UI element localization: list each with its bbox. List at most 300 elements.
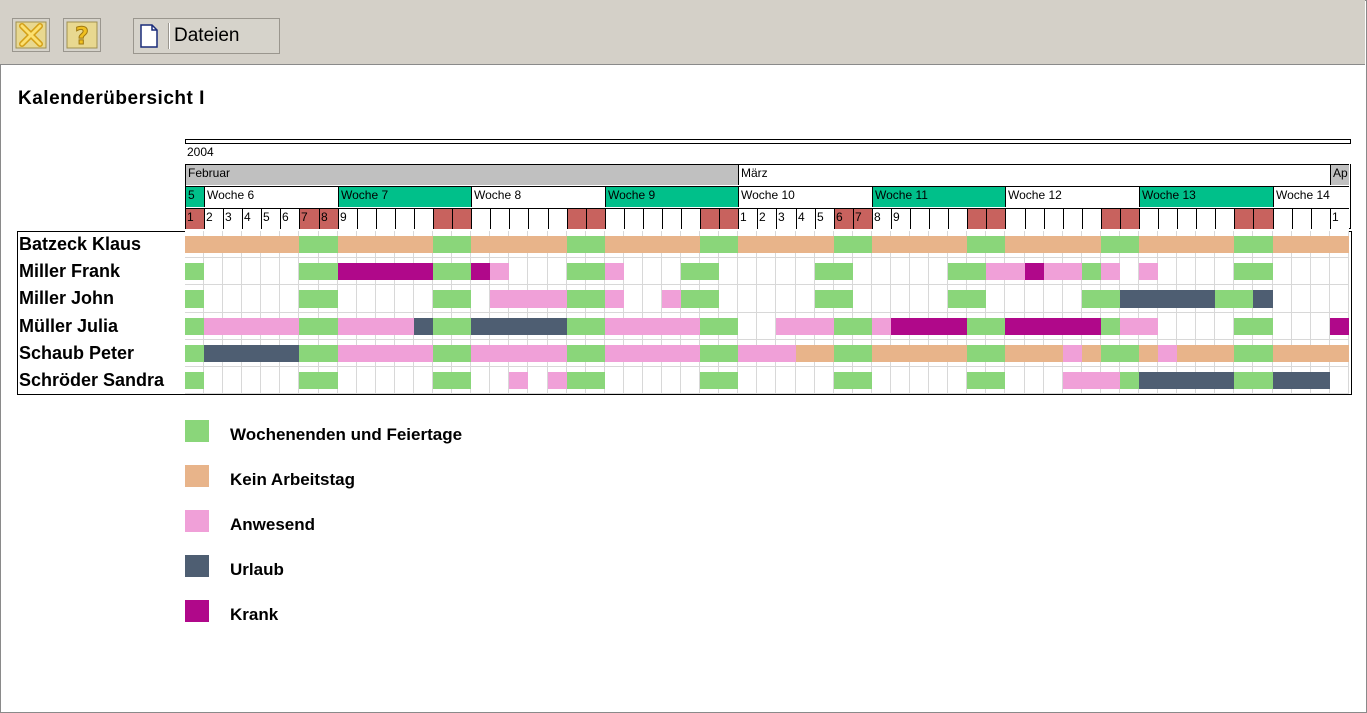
day-35: 7 xyxy=(853,208,872,229)
day-4: 5 xyxy=(261,208,280,229)
status-bar xyxy=(185,236,204,253)
day-32: 4 xyxy=(796,208,815,229)
status-bar xyxy=(681,318,700,335)
day-cell[interactable] xyxy=(395,367,414,394)
day-cell[interactable] xyxy=(204,367,223,394)
day-3: 4 xyxy=(242,208,261,229)
day-cell[interactable] xyxy=(471,367,490,394)
day-cell[interactable] xyxy=(242,258,261,285)
day-39 xyxy=(929,208,948,229)
day-53 xyxy=(1196,208,1215,229)
day-cell[interactable] xyxy=(414,367,433,394)
day-48 xyxy=(1101,208,1120,229)
status-bar xyxy=(1082,290,1101,308)
status-bar xyxy=(319,345,338,362)
status-bar xyxy=(967,290,986,308)
day-cell[interactable] xyxy=(891,258,910,285)
status-bar xyxy=(1082,345,1101,362)
month-0: Februar xyxy=(185,164,738,185)
status-bar xyxy=(910,236,929,253)
day-cell[interactable] xyxy=(872,285,891,313)
status-bar xyxy=(1063,318,1082,335)
status-bar xyxy=(1139,290,1158,308)
day-cell[interactable] xyxy=(757,285,776,313)
files-button-label: Dateien xyxy=(174,25,240,46)
legend-label: Wochenenden und Feiertage xyxy=(230,425,463,444)
day-cell[interactable] xyxy=(796,258,815,285)
day-cell[interactable] xyxy=(796,367,815,394)
day-cell[interactable] xyxy=(1158,258,1177,285)
status-bar xyxy=(929,345,948,362)
status-bar xyxy=(319,236,338,253)
day-cell[interactable] xyxy=(872,367,891,394)
day-41 xyxy=(967,208,986,229)
status-bar xyxy=(853,372,872,389)
status-bar xyxy=(853,318,872,335)
toolbar-separator xyxy=(168,23,170,49)
day-cell[interactable] xyxy=(1292,313,1311,340)
day-45 xyxy=(1044,208,1063,229)
status-bar xyxy=(815,263,834,280)
day-cell[interactable] xyxy=(1177,258,1196,285)
status-bar xyxy=(1120,318,1139,335)
status-bar xyxy=(719,236,738,253)
status-bar xyxy=(910,318,929,335)
status-bar xyxy=(567,318,586,335)
status-bar xyxy=(757,345,776,362)
status-bar xyxy=(299,263,319,280)
status-bar xyxy=(452,290,471,308)
status-bar xyxy=(948,290,967,308)
day-cell[interactable] xyxy=(757,258,776,285)
help-button[interactable] xyxy=(63,18,101,52)
person-name: Schröder Sandra xyxy=(19,370,165,390)
status-bar xyxy=(490,263,509,280)
status-bar xyxy=(414,263,433,280)
status-bar xyxy=(1158,236,1177,253)
status-bar xyxy=(967,318,986,335)
status-bar xyxy=(796,318,815,335)
close-button[interactable] xyxy=(12,18,50,52)
day-cell[interactable] xyxy=(490,367,509,394)
files-button[interactable] xyxy=(133,18,280,54)
document-icon xyxy=(138,24,160,48)
day-cell[interactable] xyxy=(776,367,796,394)
status-bar xyxy=(223,236,242,253)
day-cell[interactable] xyxy=(776,285,796,313)
status-bar xyxy=(433,263,452,280)
day-cell[interactable] xyxy=(376,285,395,313)
close-icon xyxy=(15,21,47,49)
status-bar xyxy=(242,236,261,253)
day-cell[interactable] xyxy=(338,367,357,394)
day-cell[interactable] xyxy=(662,367,681,394)
week-0: 5 xyxy=(185,186,204,207)
day-cell[interactable] xyxy=(471,285,490,313)
status-bar xyxy=(1101,318,1120,335)
status-bar xyxy=(605,236,624,253)
status-bar xyxy=(1082,236,1101,253)
status-bar xyxy=(662,290,681,308)
status-bar xyxy=(204,345,223,362)
day-cell[interactable] xyxy=(757,313,776,340)
status-bar xyxy=(1063,345,1082,362)
status-bar xyxy=(624,318,643,335)
status-bar xyxy=(299,236,319,253)
day-cell[interactable] xyxy=(1215,313,1234,340)
week-2: Woche 7 xyxy=(338,186,471,207)
status-bar xyxy=(948,318,967,335)
status-bar xyxy=(1253,290,1273,308)
status-bar xyxy=(1025,263,1044,280)
day-cell[interactable] xyxy=(1292,285,1311,313)
day-cell[interactable] xyxy=(1292,258,1311,285)
status-bar xyxy=(299,372,319,389)
day-cell[interactable] xyxy=(738,367,757,394)
status-bar xyxy=(1311,236,1330,253)
day-cell[interactable] xyxy=(796,285,815,313)
status-bar xyxy=(986,236,1005,253)
day-cell[interactable] xyxy=(242,285,261,313)
day-20 xyxy=(567,208,586,229)
day-cell[interactable] xyxy=(1120,258,1139,285)
day-6: 7 xyxy=(299,208,319,229)
status-bar xyxy=(1215,236,1234,253)
status-bar xyxy=(1196,290,1215,308)
status-bar xyxy=(700,345,719,362)
day-31: 3 xyxy=(776,208,796,229)
day-cell[interactable] xyxy=(929,258,948,285)
day-cell[interactable] xyxy=(1330,285,1349,313)
day-cell[interactable] xyxy=(1005,367,1025,394)
status-bar xyxy=(376,236,395,253)
day-cell[interactable] xyxy=(643,285,662,313)
day-cell[interactable] xyxy=(204,258,223,285)
day-cell[interactable] xyxy=(280,285,299,313)
day-cell[interactable] xyxy=(853,285,872,313)
day-cell[interactable] xyxy=(357,367,376,394)
day-cell[interactable] xyxy=(815,367,834,394)
status-bar xyxy=(1005,263,1025,280)
day-cell[interactable] xyxy=(1025,367,1044,394)
status-bar xyxy=(1253,318,1273,335)
day-37: 9 xyxy=(891,208,910,229)
status-bar xyxy=(1044,318,1063,335)
status-bar xyxy=(1044,263,1063,280)
status-bar xyxy=(1158,345,1177,362)
day-36: 8 xyxy=(872,208,891,229)
day-21 xyxy=(586,208,605,229)
status-bar xyxy=(509,318,528,335)
status-bar xyxy=(853,345,872,362)
status-bar xyxy=(853,236,872,253)
day-cell[interactable] xyxy=(1273,258,1292,285)
status-bar xyxy=(605,263,624,280)
status-bar xyxy=(929,318,948,335)
day-cell[interactable] xyxy=(624,367,643,394)
day-40 xyxy=(948,208,967,229)
day-cell[interactable] xyxy=(738,285,757,313)
day-22 xyxy=(605,208,624,229)
status-bar xyxy=(567,236,586,253)
status-bar xyxy=(796,345,815,362)
status-bar xyxy=(1330,318,1349,335)
status-bar xyxy=(1158,290,1177,308)
day-7: 8 xyxy=(319,208,338,229)
day-55 xyxy=(1234,208,1253,229)
day-cell[interactable] xyxy=(223,285,242,313)
status-bar xyxy=(1234,290,1253,308)
day-cell[interactable] xyxy=(986,285,1005,313)
status-bar xyxy=(586,290,605,308)
day-cell[interactable] xyxy=(1044,367,1063,394)
status-bar xyxy=(738,236,757,253)
day-cell[interactable] xyxy=(738,258,757,285)
day-cell[interactable] xyxy=(929,367,948,394)
status-bar xyxy=(395,345,414,362)
status-bar xyxy=(834,236,853,253)
status-bar xyxy=(280,236,299,253)
status-bar xyxy=(280,318,299,335)
status-bar xyxy=(261,236,280,253)
status-bar xyxy=(1234,263,1253,280)
status-bar xyxy=(1253,236,1273,253)
status-bar xyxy=(395,263,414,280)
legend-swatch xyxy=(185,420,209,442)
status-bar xyxy=(548,318,567,335)
day-cell[interactable] xyxy=(223,367,242,394)
status-bar xyxy=(433,236,452,253)
person-name: Müller Julia xyxy=(19,316,119,336)
day-5: 6 xyxy=(280,208,299,229)
status-bar xyxy=(834,263,853,280)
day-cell[interactable] xyxy=(1311,313,1330,340)
status-bar xyxy=(1044,236,1063,253)
day-cell[interactable] xyxy=(1196,258,1215,285)
status-bar xyxy=(490,345,509,362)
day-cell[interactable] xyxy=(528,258,548,285)
day-cell[interactable] xyxy=(1330,258,1349,285)
day-23 xyxy=(624,208,643,229)
status-bar xyxy=(1330,236,1349,253)
status-bar xyxy=(815,290,834,308)
day-cell[interactable] xyxy=(395,285,414,313)
status-bar xyxy=(452,372,471,389)
day-cell[interactable] xyxy=(910,258,929,285)
day-cell[interactable] xyxy=(662,258,681,285)
status-bar xyxy=(548,372,567,389)
status-bar xyxy=(1273,372,1292,389)
day-52 xyxy=(1177,208,1196,229)
day-cell[interactable] xyxy=(261,367,280,394)
day-cell[interactable] xyxy=(910,285,929,313)
status-bar xyxy=(490,236,509,253)
status-bar xyxy=(834,318,853,335)
day-cell[interactable] xyxy=(1311,258,1330,285)
status-bar xyxy=(1234,236,1253,253)
day-cell[interactable] xyxy=(643,367,662,394)
status-bar xyxy=(586,345,605,362)
status-bar xyxy=(242,345,261,362)
week-6: Woche 11 xyxy=(872,186,1005,207)
status-bar xyxy=(1139,263,1158,280)
day-cell[interactable] xyxy=(548,258,567,285)
status-bar xyxy=(910,345,929,362)
status-bar xyxy=(929,236,948,253)
status-bar xyxy=(471,263,490,280)
status-bar xyxy=(357,236,376,253)
status-bar xyxy=(338,236,357,253)
day-cell[interactable] xyxy=(242,367,261,394)
status-bar xyxy=(509,345,528,362)
day-cell[interactable] xyxy=(891,367,910,394)
status-bar xyxy=(204,318,223,335)
status-bar xyxy=(624,345,643,362)
day-27 xyxy=(700,208,719,229)
day-cell[interactable] xyxy=(280,367,299,394)
day-cell[interactable] xyxy=(223,258,242,285)
day-cell[interactable] xyxy=(357,285,376,313)
status-bar xyxy=(280,345,299,362)
day-cell[interactable] xyxy=(1005,285,1025,313)
week-3: Woche 8 xyxy=(471,186,605,207)
status-bar xyxy=(796,236,815,253)
person-name: Schaub Peter xyxy=(19,343,135,363)
day-43 xyxy=(1005,208,1025,229)
legend-label: Krank xyxy=(230,605,279,624)
status-bar xyxy=(643,236,662,253)
day-28 xyxy=(719,208,738,229)
status-bar xyxy=(1139,236,1158,253)
day-cell[interactable] xyxy=(872,258,891,285)
day-cell[interactable] xyxy=(204,285,223,313)
day-cell[interactable] xyxy=(509,258,528,285)
day-cell[interactable] xyxy=(1330,367,1349,394)
status-bar xyxy=(471,318,490,335)
help-icon xyxy=(66,21,98,49)
day-cell[interactable] xyxy=(643,258,662,285)
status-bar xyxy=(185,372,204,389)
legend-label: Anwesend xyxy=(230,515,316,534)
day-2: 3 xyxy=(223,208,242,229)
day-cell[interactable] xyxy=(605,367,624,394)
day-cell[interactable] xyxy=(261,258,280,285)
status-bar xyxy=(605,318,624,335)
status-bar xyxy=(414,345,433,362)
day-cell[interactable] xyxy=(1025,285,1044,313)
day-26 xyxy=(681,208,700,229)
day-cell[interactable] xyxy=(1273,285,1292,313)
status-bar xyxy=(757,236,776,253)
status-bar xyxy=(1215,372,1234,389)
day-16 xyxy=(490,208,509,229)
status-bar xyxy=(891,318,910,335)
day-cell[interactable] xyxy=(853,258,872,285)
day-59 xyxy=(1311,208,1330,229)
status-bar xyxy=(299,290,319,308)
status-bar xyxy=(223,318,242,335)
day-cell[interactable] xyxy=(624,285,643,313)
day-cell[interactable] xyxy=(1177,313,1196,340)
status-bar xyxy=(719,345,738,362)
day-cell[interactable] xyxy=(757,367,776,394)
status-bar xyxy=(490,318,509,335)
day-cell[interactable] xyxy=(1063,285,1082,313)
day-60: 1 xyxy=(1330,208,1349,229)
status-bar xyxy=(643,345,662,362)
day-cell[interactable] xyxy=(681,367,700,394)
status-bar xyxy=(681,345,700,362)
day-cell[interactable] xyxy=(624,258,643,285)
day-cell[interactable] xyxy=(1215,258,1234,285)
day-cell[interactable] xyxy=(929,285,948,313)
day-cell[interactable] xyxy=(338,285,357,313)
status-bar xyxy=(700,263,719,280)
status-bar xyxy=(662,236,681,253)
day-cell[interactable] xyxy=(776,258,796,285)
status-bar xyxy=(1177,290,1196,308)
month-2: Ap xyxy=(1330,164,1349,185)
status-bar xyxy=(586,372,605,389)
status-bar xyxy=(471,236,490,253)
status-bar xyxy=(261,318,280,335)
day-cell[interactable] xyxy=(948,367,967,394)
day-18 xyxy=(528,208,548,229)
day-cell[interactable] xyxy=(1311,285,1330,313)
day-56 xyxy=(1253,208,1273,229)
status-bar xyxy=(528,345,548,362)
day-cell[interactable] xyxy=(1196,313,1215,340)
status-bar xyxy=(1139,318,1158,335)
status-bar xyxy=(567,290,586,308)
status-bar xyxy=(834,345,853,362)
day-cell[interactable] xyxy=(376,367,395,394)
day-cell[interactable] xyxy=(1158,313,1177,340)
status-bar xyxy=(643,318,662,335)
day-cell[interactable] xyxy=(414,285,433,313)
status-bar xyxy=(395,236,414,253)
status-bar xyxy=(261,345,280,362)
status-bar xyxy=(1311,372,1330,389)
day-cell[interactable] xyxy=(1044,285,1063,313)
day-17 xyxy=(509,208,528,229)
legend-swatch xyxy=(185,465,209,487)
status-bar xyxy=(605,345,624,362)
day-cell[interactable] xyxy=(1273,313,1292,340)
status-bar xyxy=(242,318,261,335)
day-cell[interactable] xyxy=(280,258,299,285)
day-cell[interactable] xyxy=(719,258,738,285)
day-42 xyxy=(986,208,1005,229)
status-bar xyxy=(376,318,395,335)
day-cell[interactable] xyxy=(528,367,548,394)
day-10 xyxy=(376,208,395,229)
status-bar xyxy=(1196,372,1215,389)
day-cell[interactable] xyxy=(261,285,280,313)
status-bar xyxy=(681,236,700,253)
status-bar xyxy=(338,263,357,280)
status-bar xyxy=(185,345,204,362)
status-bar xyxy=(509,290,528,308)
status-bar xyxy=(185,290,204,308)
day-cell[interactable] xyxy=(738,313,757,340)
day-cell[interactable] xyxy=(719,285,738,313)
status-bar xyxy=(967,345,986,362)
status-bar xyxy=(452,345,471,362)
day-cell[interactable] xyxy=(910,367,929,394)
day-cell[interactable] xyxy=(891,285,910,313)
day-24 xyxy=(643,208,662,229)
